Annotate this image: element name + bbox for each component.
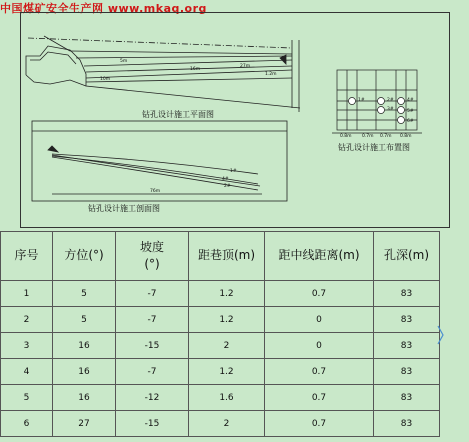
serial-cell: 2: [1, 307, 53, 333]
table-row: [1, 333, 440, 359]
roof-distance-cell: 2: [189, 411, 265, 437]
slope-cell: -7: [116, 307, 189, 333]
header-hole-depth: 孔深(m): [374, 232, 440, 281]
chevron-right-icon[interactable]: [437, 325, 445, 345]
svg-text:76m: 76m: [150, 189, 161, 194]
table-header-row: [1, 232, 440, 281]
svg-text:4#: 4#: [407, 98, 414, 103]
depth-cell: 83: [374, 333, 440, 359]
roof-distance-cell: 1.2: [189, 359, 265, 385]
roof-distance-cell: 1.2: [189, 307, 265, 333]
svg-text:1#: 1#: [230, 169, 237, 174]
header-slope: 坡度 (°): [116, 232, 189, 281]
slope-cell: -15: [116, 333, 189, 359]
svg-text:1.2m: 1.2m: [265, 72, 277, 77]
section-view-caption: 钻孔设计施工剖面图: [88, 204, 160, 213]
svg-text:0.8m: 0.8m: [400, 134, 412, 139]
depth-cell: 83: [374, 359, 440, 385]
svg-text:2#: 2#: [224, 184, 231, 189]
svg-text:3#: 3#: [387, 107, 394, 112]
header-distance-to-centerline: 距中线距离(m): [265, 232, 374, 281]
svg-text:0.7m: 0.7m: [362, 134, 374, 139]
header-distance-to-roof: 距巷顶(m): [189, 232, 265, 281]
centerline-distance-cell: 0.7: [265, 385, 374, 411]
layout-view-caption: 钻孔设计施工布置图: [338, 143, 410, 152]
azimuth-cell: 27: [53, 411, 116, 437]
serial-cell: 3: [1, 333, 53, 359]
depth-cell: 83: [374, 385, 440, 411]
svg-text:0.7m: 0.7m: [380, 134, 392, 139]
azimuth-cell: 5: [53, 307, 116, 333]
slope-cell: -7: [116, 359, 189, 385]
table-row: [1, 307, 440, 333]
table-row: [1, 411, 440, 437]
table-row: [1, 281, 440, 307]
serial-cell: 6: [1, 411, 53, 437]
svg-text:6#: 6#: [407, 119, 414, 124]
centerline-distance-cell: 0.7: [265, 411, 374, 437]
header-serial-number: 序号: [1, 232, 53, 281]
svg-text:16m: 16m: [190, 67, 201, 72]
slope-cell: -12: [116, 385, 189, 411]
serial-cell: 1: [1, 281, 53, 307]
borehole-parameters-table: [0, 231, 440, 437]
site-watermark: 中国煤矿安全生产网 www.mkaq.org: [0, 2, 207, 15]
centerline-distance-cell: 0.7: [265, 281, 374, 307]
azimuth-cell: 16: [53, 385, 116, 411]
header-azimuth: 方位(°): [53, 232, 116, 281]
svg-text:0.8m: 0.8m: [340, 134, 352, 139]
svg-text:27m: 27m: [240, 64, 251, 69]
serial-cell: 5: [1, 385, 53, 411]
plan-view-caption: 钻孔设计施工平面图: [142, 110, 214, 119]
svg-text:2#: 2#: [387, 98, 394, 103]
svg-text:4#: 4#: [222, 177, 229, 182]
azimuth-cell: 16: [53, 333, 116, 359]
slope-cell: -15: [116, 411, 189, 437]
centerline-distance-cell: 0: [265, 333, 374, 359]
roof-distance-cell: 1.2: [189, 281, 265, 307]
centerline-distance-cell: 0: [265, 307, 374, 333]
depth-cell: 83: [374, 281, 440, 307]
plan-view: [26, 36, 300, 112]
roof-distance-cell: 1.6: [189, 385, 265, 411]
svg-text:5m: 5m: [120, 59, 128, 64]
table-row: [1, 359, 440, 385]
roof-distance-cell: 2: [189, 333, 265, 359]
centerline-distance-cell: 0.7: [265, 359, 374, 385]
azimuth-cell: 5: [53, 281, 116, 307]
svg-text:1#: 1#: [358, 98, 365, 103]
table-row: [1, 385, 440, 411]
azimuth-cell: 16: [53, 359, 116, 385]
depth-cell: 83: [374, 307, 440, 333]
depth-cell: 83: [374, 411, 440, 437]
svg-text:5#: 5#: [407, 109, 414, 114]
svg-text:10m: 10m: [100, 77, 111, 82]
serial-cell: 4: [1, 359, 53, 385]
slope-cell: -7: [116, 281, 189, 307]
